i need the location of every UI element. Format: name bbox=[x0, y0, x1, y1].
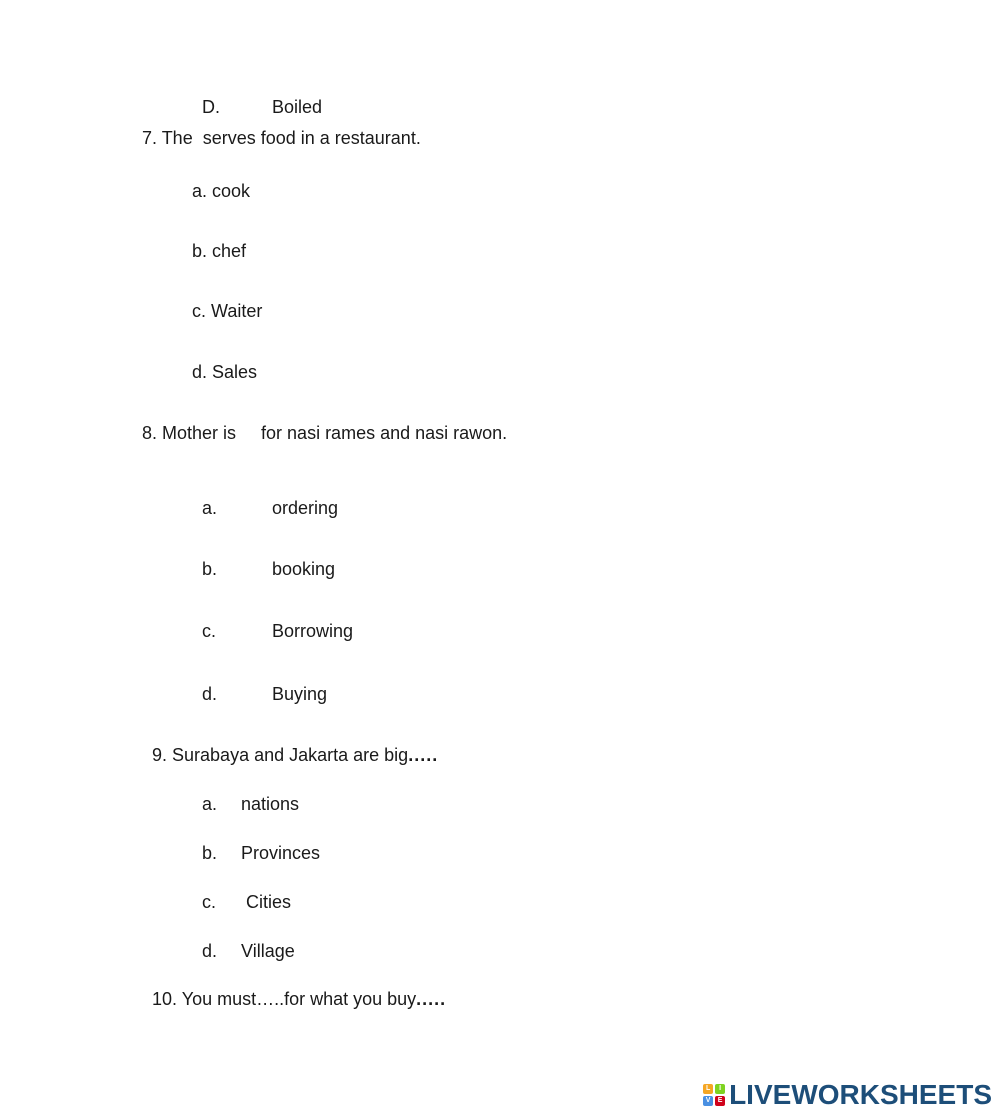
option-text: Borrowing bbox=[272, 621, 354, 641]
q10-question bbox=[142, 966, 446, 1010]
blank-dots: ..... bbox=[416, 989, 447, 1009]
q9-option-c bbox=[192, 869, 291, 913]
q9-option-d bbox=[192, 918, 295, 962]
logo-square: E bbox=[715, 1096, 725, 1106]
option-text: Cities bbox=[241, 892, 292, 912]
logo-icon bbox=[703, 1084, 725, 1106]
q8-option-b bbox=[192, 536, 335, 580]
option-text: Boiled bbox=[272, 97, 323, 117]
option-text: booking bbox=[272, 559, 336, 579]
q7-option-a: a. cook bbox=[192, 181, 251, 201]
q9-option-a bbox=[192, 771, 299, 815]
q9-option-b bbox=[192, 820, 320, 864]
option-letter: d. bbox=[202, 684, 218, 704]
option-text: Buying bbox=[272, 684, 328, 704]
question-text: 9. Surabaya and Jakarta are big bbox=[152, 745, 409, 765]
option-letter: b. bbox=[202, 843, 218, 863]
q7-option-c: c. Waiter bbox=[192, 301, 263, 321]
q9-question bbox=[142, 722, 438, 766]
option-letter: c. bbox=[202, 621, 217, 641]
blank-dots: ..... bbox=[408, 745, 439, 765]
option-letter: a. bbox=[202, 498, 218, 518]
logo-square: L bbox=[703, 1084, 713, 1094]
q7-question: 7. The serves food in a restaurant. bbox=[142, 128, 421, 148]
q7-option-d: d. Sales bbox=[192, 362, 258, 382]
option-text: nations bbox=[241, 794, 300, 814]
q7-option-b: b. chef bbox=[192, 241, 247, 261]
q8-option-a bbox=[192, 475, 338, 519]
logo-square: I bbox=[715, 1084, 725, 1094]
option-text: Village bbox=[241, 941, 295, 961]
q8-option-c bbox=[192, 598, 353, 642]
q6-option-d bbox=[192, 74, 322, 118]
option-text: Provinces bbox=[241, 843, 321, 863]
logo-square: V bbox=[703, 1096, 713, 1106]
option-letter: D. bbox=[202, 97, 221, 117]
q8-question: 8. Mother is for nasi rames and nasi rawon. bbox=[142, 423, 508, 443]
q8-option-d bbox=[192, 661, 327, 705]
option-letter: a. bbox=[202, 794, 218, 814]
option-letter: b. bbox=[202, 559, 218, 579]
option-letter: c. bbox=[202, 892, 217, 912]
option-text: ordering bbox=[272, 498, 339, 518]
liveworksheets-logo bbox=[703, 1079, 992, 1111]
option-letter: d. bbox=[202, 941, 218, 961]
brand-name: LIVEWORKSHEETS bbox=[729, 1079, 992, 1110]
question-text: 10. You must…..for what you buy bbox=[152, 989, 417, 1009]
